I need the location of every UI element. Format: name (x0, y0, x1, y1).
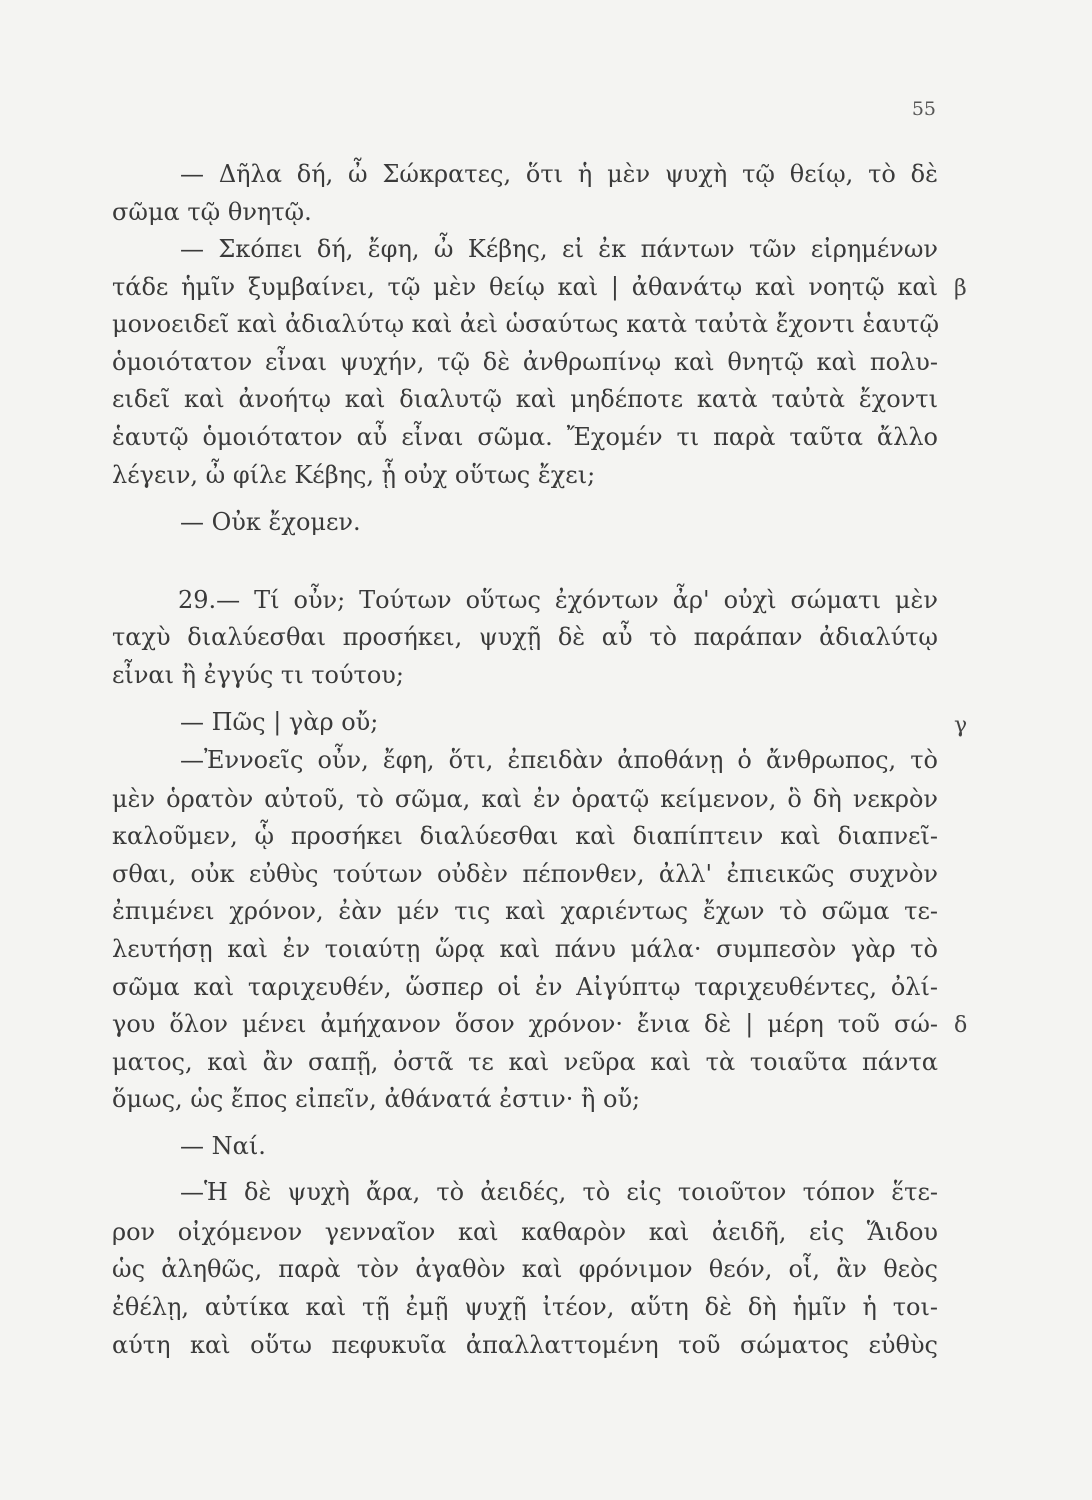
text-line: ὁμοιότατον εἶναι ψυχήν, τῷ δὲ ἀνθρωπίνῳ καὶ θνητῷ καὶ πολυ- (112, 348, 938, 376)
text-line: — Οὐκ ἔχομεν. (180, 508, 361, 536)
text-line: λευτήσῃ καὶ ἐν τοιαύτῃ ὥρᾳ καὶ πάνυ μάλα· συμπεσὸν γὰρ τὸ (112, 935, 938, 963)
text-line: ὅμως, ὡς ἔπος εἰπεῖν, ἀθάνατά ἐστιν· ἢ οὔ; (112, 1085, 641, 1113)
text-line: λέγειν, ὦ φίλε Κέβης, ᾗ οὐχ οὕτως ἔχει; (112, 461, 596, 489)
margin-letter-beta: β (954, 276, 967, 301)
margin-letter-delta: δ (954, 1013, 968, 1038)
text-line: — Δῆλα δή, ὦ Σώκρατες, ὅτι ἡ μὲν ψυχὴ τῷ θείῳ, τὸ δὲ (180, 160, 938, 188)
text-line: —Ἐννοεῖς οὖν, ἔφη, ὅτι, ἐπειδὰν ἀποθάνῃ ὁ ἄνθρωπος, τὸ (180, 746, 938, 774)
text-line: σῶμα τῷ θνητῷ. (112, 198, 312, 226)
text-line: μὲν ὁρατὸν αὐτοῦ, τὸ σῶμα, καὶ ἐν ὁρατῷ κείμενον, ὃ δὴ νεκρὸν (112, 785, 938, 813)
text-line: σθαι, οὐκ εὐθὺς τούτων οὐδὲν πέπονθεν, ἀλλ' ἐπιεικῶς συχνὸν (112, 860, 938, 888)
text-line: ματος, καὶ ἂν σαπῇ, ὀστᾶ τε καὶ νεῦρα καὶ τὰ τοιαῦτα πάντα (112, 1048, 938, 1076)
text-line: ταχὺ διαλύεσθαι προσήκει, ψυχῇ δὲ αὖ τὸ παράπαν ἀδιαλύτῳ (112, 623, 938, 651)
text-line: — Σκόπει δή, ἔφη, ὦ Κέβης, εἰ ἐκ πάντων τῶν εἰρημένων (180, 235, 938, 263)
text-line: ἐπιμένει χρόνον, ἐὰν μέν τις καὶ χαριέντως ἔχων τὸ σῶμα τε- (112, 897, 938, 925)
text-line: εἶναι ἢ ἐγγύς τι τούτου; (112, 661, 404, 689)
text-line: — Ναί. (180, 1132, 266, 1160)
text-line: μονοειδεῖ καὶ ἀδιαλύτῳ καὶ ἀεὶ ὡσαύτως κατὰ ταὐτὰ ἔχοντι ἑαυτῷ (112, 310, 940, 338)
text-line: σῶμα καὶ ταριχευθέν, ὥσπερ οἱ ἐν Αἰγύπτῳ ταριχευθέντες, ὀλί- (112, 973, 938, 1001)
text-line: ειδεῖ καὶ ἀνοήτῳ καὶ διαλυτῷ καὶ μηδέποτε κατὰ ταὐτὰ ἔχοντι (112, 385, 938, 413)
text-line: ἑαυτῷ ὁμοιότατον αὖ εἶναι σῶμα. Ἔχομέν τι παρὰ ταῦτα ἄλλο (112, 423, 938, 451)
text-line: γου ὅλον μένει ἀμήχανον ὅσον χρόνον· ἔνια δὲ | μέρη τοῦ σώ- (112, 1010, 938, 1038)
text-line: —Ἡ δὲ ψυχὴ ἄρα, τὸ ἀειδές, τὸ εἰς τοιοῦτον τόπον ἕτε- (180, 1178, 938, 1206)
text-line: ὡς ἀληθῶς, παρὰ τὸν ἀγαθὸν καὶ φρόνιμον θεόν, οἷ, ἂν θεὸς (112, 1255, 938, 1283)
page-number: 55 (911, 98, 936, 120)
text-line: — Πῶς | γὰρ οὔ; (180, 708, 379, 736)
text-line: 29.— Τί οὖν; Τούτων οὕτως ἐχόντων ἆρ' οὐχὶ σώματι μὲν (178, 586, 938, 614)
text-line: ἐθέλῃ, αὐτίκα καὶ τῇ ἐμῇ ψυχῇ ἰτέον, αὕτη δὲ δὴ ἡμῖν ἡ τοι- (112, 1293, 938, 1321)
text-line: αύτη καὶ οὕτω πεφυκυῖα ἀπαλλαττομένη τοῦ σώματος εὐθὺς (112, 1331, 938, 1359)
text-line: ρον οἰχόμενον γενναῖον καὶ καθαρὸν καὶ ἀειδῆ, εἰς Ἅιδου (112, 1218, 938, 1246)
text-line: καλοῦμεν, ᾧ προσήκει διαλύεσθαι καὶ διαπίπτειν καὶ διαπνεῖ- (112, 822, 938, 850)
margin-letter-gamma: γ (954, 713, 968, 738)
text-line: τάδε ἡμῖν ξυμβαίνει, τῷ μὲν θείῳ καὶ | ἀθανάτῳ καὶ νοητῷ καὶ (112, 273, 938, 301)
